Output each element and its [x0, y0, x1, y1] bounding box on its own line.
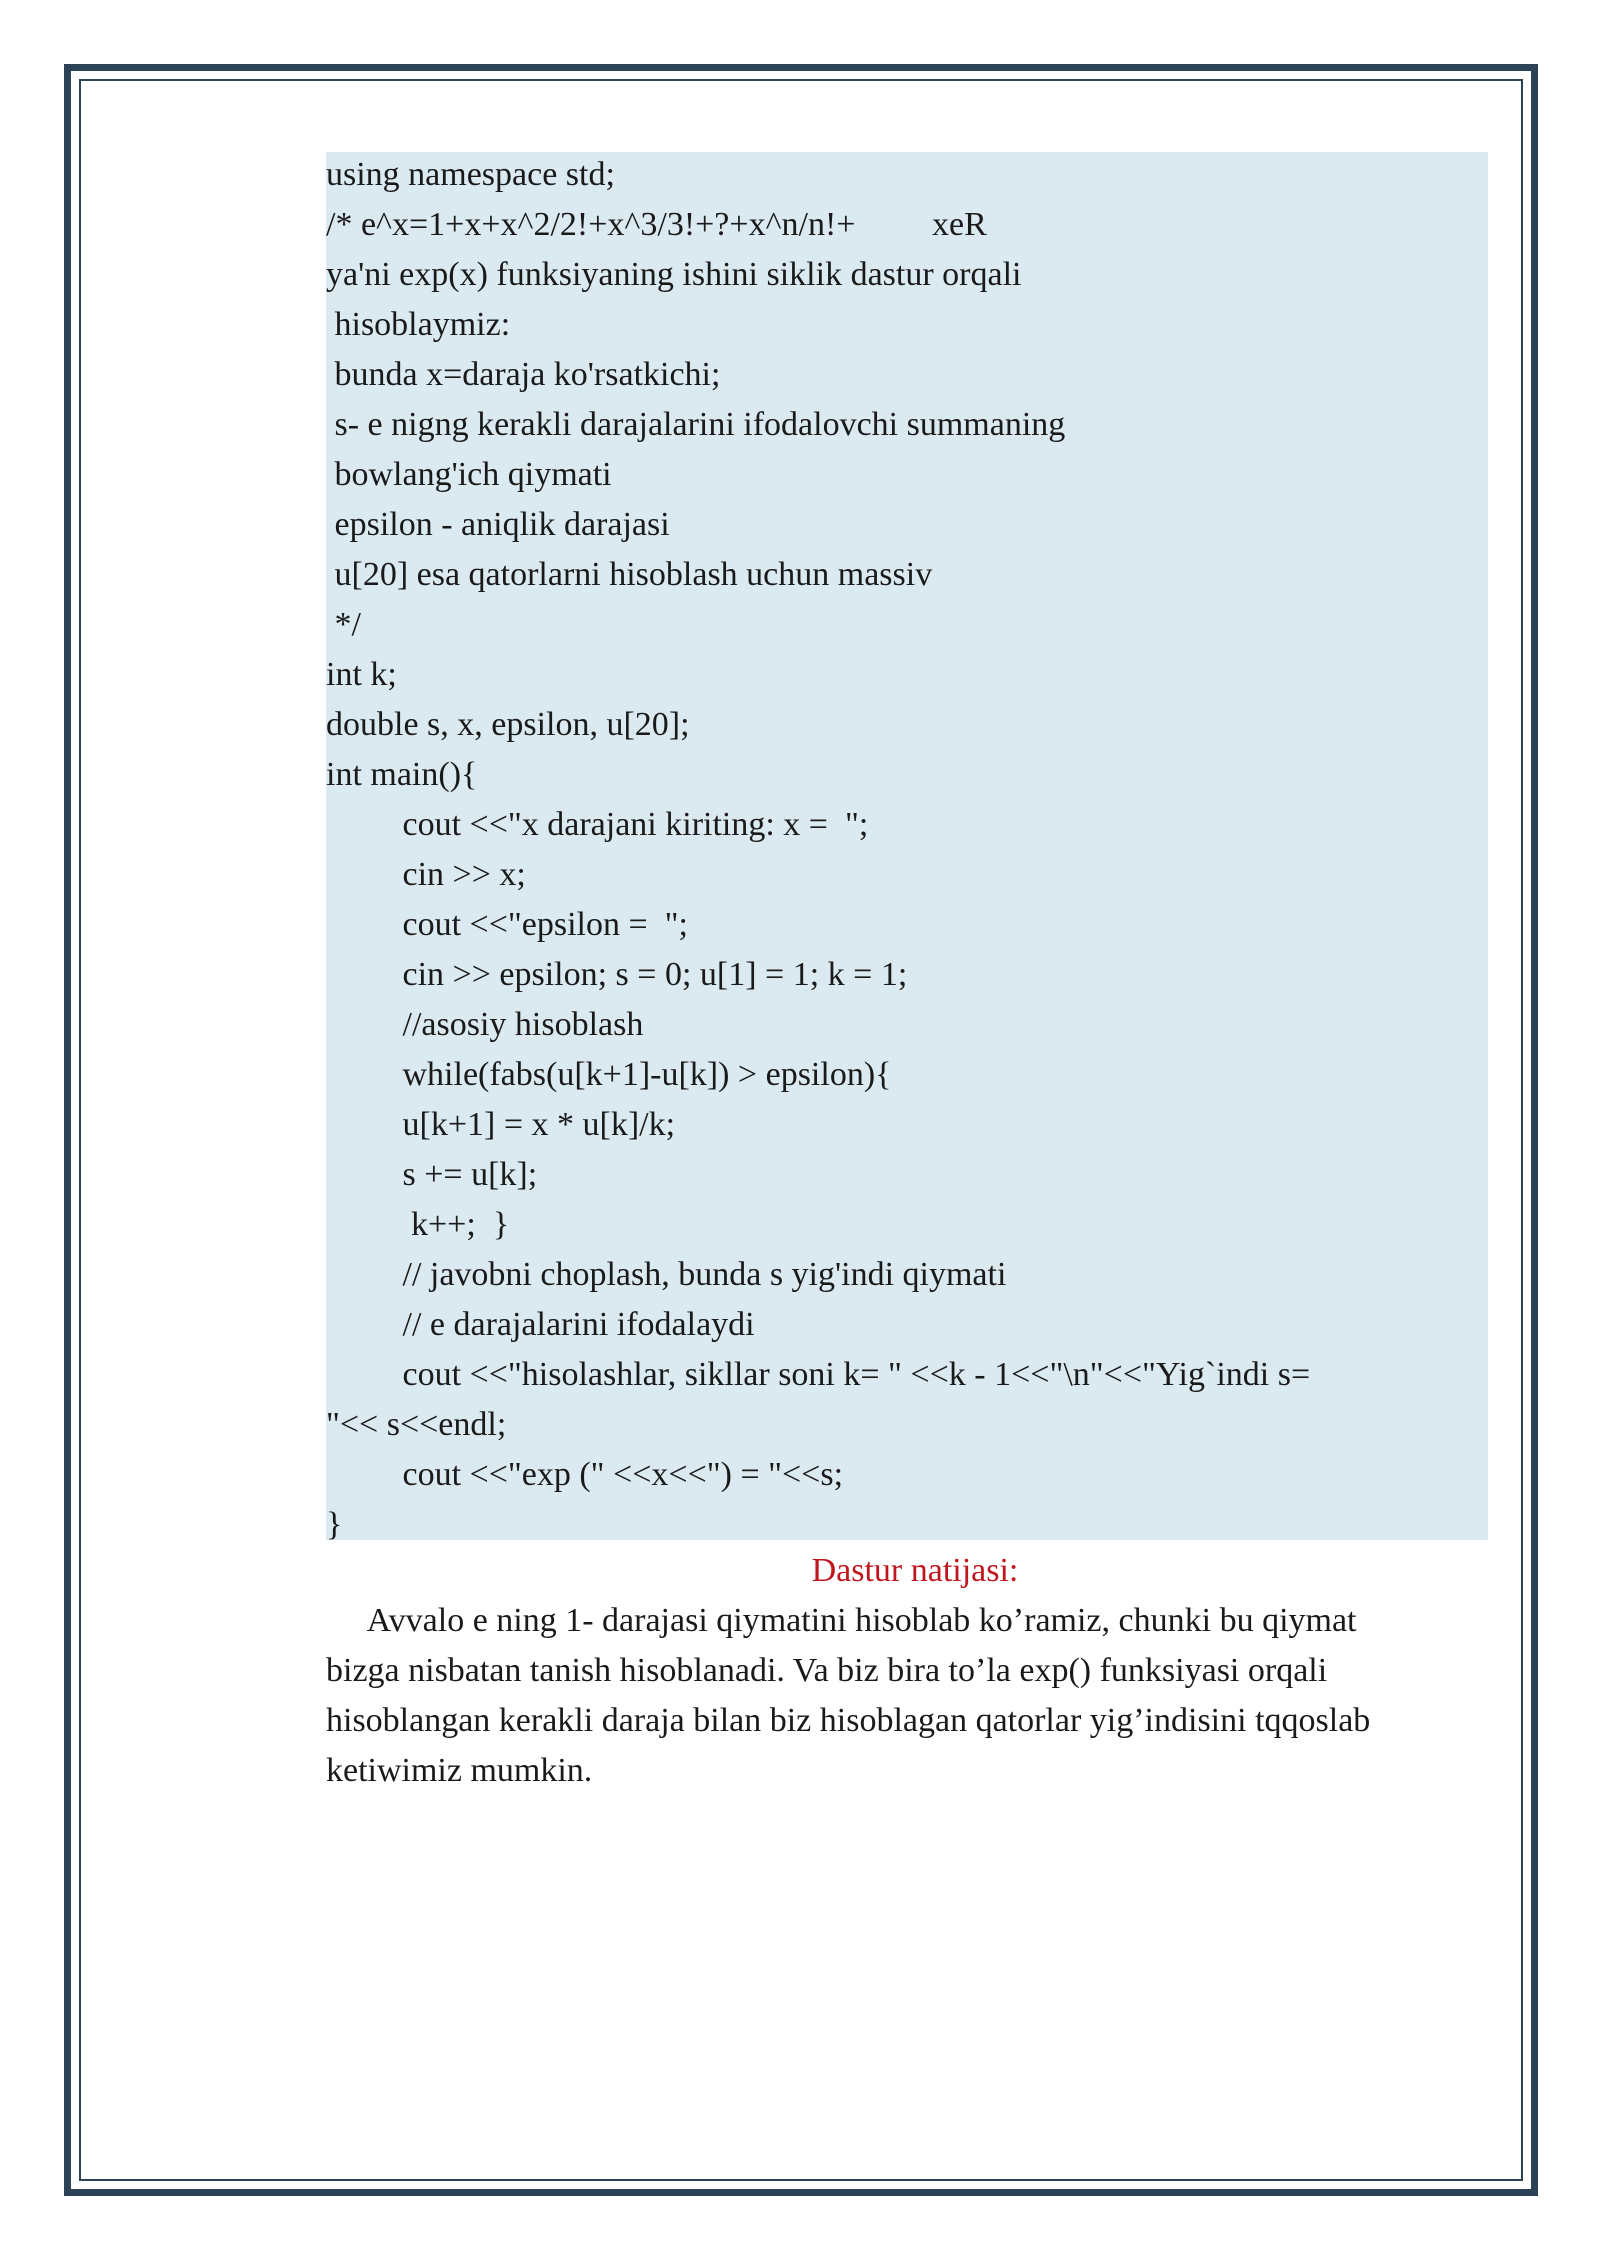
code-line: using namespace std;	[326, 156, 615, 193]
result-heading: Dastur natijasi:	[811, 1552, 1019, 1589]
paragraph-line: ketiwimiz mumkin.	[326, 1752, 593, 1789]
code-line: cout <<"epsilon = ";	[326, 906, 688, 943]
code-line: cout <<"x darajani kiriting: x = ";	[326, 806, 869, 843]
code-line: int k;	[326, 656, 397, 693]
code-line: u[20] esa qatorlarni hisoblash uchun massiv	[326, 556, 933, 593]
paragraph-line: Avvalo e ning 1- darajasi qiymatini hisoblab ko’ramiz, chunki bu qiymat	[326, 1602, 1357, 1639]
code-line: // javobni choplash, bunda s yig'indi qiymati	[326, 1256, 1007, 1293]
code-line: bowlang'ich qiymati	[326, 456, 612, 493]
code-line: ya'ni exp(x) funksiyaning ishini siklik dastur orqali	[326, 256, 1022, 293]
code-line: s += u[k];	[326, 1156, 538, 1193]
code-line: int main(){	[326, 756, 478, 793]
code-line: cin >> x;	[326, 856, 526, 893]
code-line: epsilon - aniqlik darajasi	[326, 506, 670, 543]
code-line: cout <<"exp (" <<x<<") = "<<s;	[326, 1456, 844, 1493]
code-line: // e darajalarini ifodalaydi	[326, 1306, 755, 1343]
code-line: }	[326, 1506, 343, 1543]
code-line: cin >> epsilon; s = 0; u[1] = 1; k = 1;	[326, 956, 908, 993]
code-line: "<< s<<endl;	[326, 1406, 507, 1443]
code-line: while(fabs(u[k+1]-u[k]) > epsilon){	[326, 1056, 892, 1093]
code-line: /* e^x=1+x+x^2/2!+x^3/3!+?+x^n/n!+ xeR	[326, 206, 987, 243]
code-line: cout <<"hisolashlar, sikllar soni k= " <<k - 1<<"\n"<<"Yig`indi s=	[326, 1356, 1311, 1393]
paragraph-line: hisoblangan kerakli daraja bilan biz hisoblagan qatorlar yig’indisini tqqoslab	[326, 1702, 1371, 1739]
code-line: u[k+1] = x * u[k]/k;	[326, 1106, 676, 1143]
code-line: //asosiy hisoblash	[326, 1006, 644, 1043]
code-line: bunda x=daraja ko'rsatkichi;	[326, 356, 721, 393]
code-line: s- e nigng kerakli darajalarini ifodalovchi summaning	[326, 406, 1066, 443]
paragraph-line: bizga nisbatan tanish hisoblanadi. Va biz bira to’la exp() funksiyasi orqali	[326, 1652, 1328, 1689]
code-line: double s, x, epsilon, u[20];	[326, 706, 690, 743]
code-line: hisoblaymiz:	[326, 306, 511, 343]
code-line: */	[326, 606, 361, 643]
code-line: k++; }	[326, 1206, 510, 1243]
